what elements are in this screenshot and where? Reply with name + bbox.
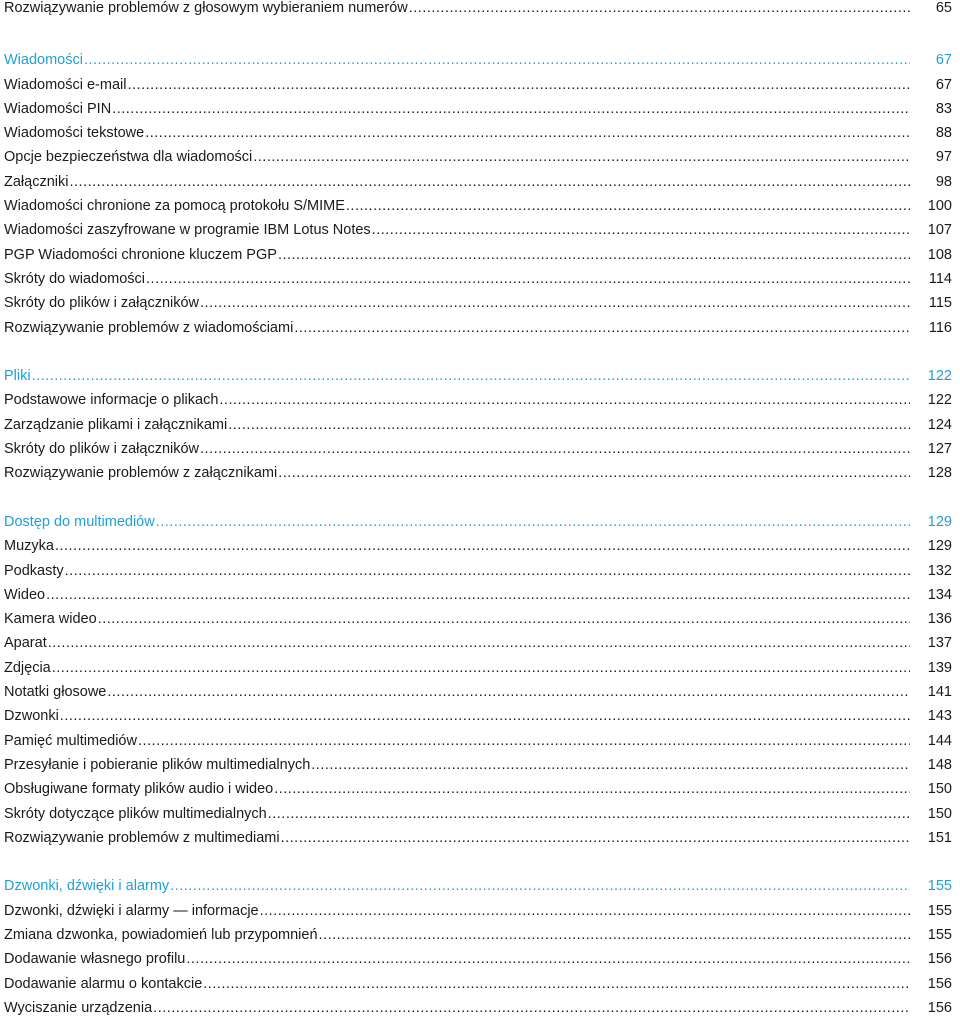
dot-leader	[48, 631, 910, 655]
toc-entry-title: Wiadomości tekstowe	[4, 125, 145, 142]
section-spacer	[4, 486, 952, 510]
toc-page-number: 139	[927, 659, 952, 676]
dot-leader	[156, 510, 910, 534]
toc-entry-title: Pamięć multimediów	[4, 732, 137, 749]
dot-leader	[145, 121, 910, 145]
toc-entry-title: Skróty dotyczące plików multimedialnych	[4, 805, 267, 822]
toc-page-number: 116	[928, 319, 952, 336]
dot-leader	[268, 802, 910, 826]
toc-entry[interactable]	[4, 753, 952, 777]
toc-entry[interactable]	[4, 923, 952, 947]
dot-leader	[311, 753, 910, 777]
toc-page-number: 88	[935, 125, 952, 142]
toc-entry-title: Rozwiązywanie problemów z głosowym wybieraniem numerów	[4, 0, 408, 16]
toc-page-number: 141	[927, 684, 952, 701]
toc-page-number: 100	[927, 198, 952, 215]
toc-page-number: 67	[935, 52, 952, 69]
dot-leader	[46, 583, 910, 607]
toc-entry-title: Rozwiązywanie problemów z załącznikami	[4, 465, 278, 482]
toc-page-number: 122	[927, 368, 952, 385]
dot-leader	[69, 170, 910, 194]
toc-entry[interactable]	[4, 704, 952, 728]
toc-page-number: 129	[927, 538, 952, 555]
toc-entry-title: Rozwiązywanie problemów z multimediami	[4, 829, 280, 846]
toc-entry-title: Pliki	[4, 368, 31, 385]
dot-leader	[203, 972, 910, 996]
toc-page-number: 115	[928, 295, 952, 312]
toc-entry-title: Aparat	[4, 635, 47, 652]
toc-entry[interactable]	[4, 461, 952, 485]
dot-leader	[260, 899, 910, 923]
toc-page-number: 98	[935, 173, 952, 190]
dot-leader	[278, 243, 910, 267]
toc-entry[interactable]	[4, 899, 952, 923]
toc-entry-title: Notatki głosowe	[4, 684, 107, 701]
dot-leader	[186, 947, 910, 971]
dot-leader	[346, 194, 910, 218]
toc-entry[interactable]	[4, 97, 952, 121]
toc-page-number: 144	[927, 732, 952, 749]
toc-entry-title: Skróty do wiadomości	[4, 270, 146, 287]
toc-entry-title: Zdjęcia	[4, 659, 51, 676]
toc-entry-title: Dzwonki, dźwięki i alarmy	[4, 878, 170, 895]
toc-page-number: 65	[935, 0, 952, 16]
toc-section-heading[interactable]	[4, 48, 952, 72]
dot-leader	[274, 777, 910, 801]
toc-page-number: 124	[927, 416, 952, 433]
toc-entry[interactable]	[4, 972, 952, 996]
toc-entry-title: Dzwonki	[4, 708, 59, 725]
dot-leader	[409, 0, 910, 16]
toc-entry-title: Wideo	[4, 586, 46, 603]
toc-entry[interactable]	[4, 194, 952, 218]
dot-leader	[278, 461, 910, 485]
dot-leader	[138, 729, 910, 753]
dot-leader	[170, 874, 910, 898]
dot-leader	[98, 607, 910, 631]
toc-entry-title: Muzyka	[4, 538, 54, 555]
toc-section-heading[interactable]	[4, 510, 952, 534]
toc-entry[interactable]	[4, 607, 952, 631]
dot-leader	[55, 534, 910, 558]
dot-leader	[84, 48, 910, 72]
toc-entry-title: Wiadomości chronione za pomocą protokołu S/MIME	[4, 198, 345, 215]
dot-leader	[146, 267, 910, 291]
toc-entry-title: Dodawanie własnego profilu	[4, 951, 186, 968]
toc-page-number: 97	[935, 149, 952, 166]
toc-entry-title: Opcje bezpieczeństwa dla wiadomości	[4, 149, 253, 166]
toc-entry[interactable]	[4, 291, 952, 315]
toc-entry-title: Zmiana dzwonka, powiadomień lub przypomnień	[4, 926, 318, 943]
toc-entry[interactable]	[4, 583, 952, 607]
toc-entry[interactable]	[4, 413, 952, 437]
dot-leader	[200, 437, 910, 461]
toc-page-number: 155	[927, 926, 952, 943]
dot-leader	[107, 680, 910, 704]
toc-entry[interactable]	[4, 947, 952, 971]
toc-entry-title: Kamera wideo	[4, 611, 97, 628]
dot-leader	[228, 413, 910, 437]
section-spacer	[4, 340, 952, 364]
toc-entry-title: Rozwiązywanie problemów z wiadomościami	[4, 319, 294, 336]
dot-leader	[281, 826, 910, 850]
toc-page-number: 155	[927, 878, 952, 895]
toc-entry-title: Skróty do plików i załączników	[4, 441, 200, 458]
toc-entry[interactable]	[4, 388, 952, 412]
dot-leader	[200, 291, 910, 315]
toc-entry[interactable]	[4, 243, 952, 267]
toc-entry[interactable]	[4, 826, 952, 850]
toc-entry-title: Wyciszanie urządzenia	[4, 999, 153, 1016]
toc-page-number: 129	[927, 513, 952, 530]
toc-page-number: 136	[927, 611, 952, 628]
toc-entry-title: Wiadomości	[4, 52, 83, 69]
toc-entry-title: Zarządzanie plikami i załącznikami	[4, 416, 228, 433]
toc-entry[interactable]	[4, 0, 952, 16]
toc-entry[interactable]	[4, 145, 952, 169]
toc-entry-title: Dostęp do multimediów	[4, 513, 155, 530]
toc-entry-title: Podkasty	[4, 562, 64, 579]
toc-page-number: 156	[927, 951, 952, 968]
dot-leader	[219, 388, 910, 412]
toc-entry-title: Załączniki	[4, 173, 69, 190]
toc-entry[interactable]	[4, 802, 952, 826]
toc-entry[interactable]	[4, 631, 952, 655]
toc-entry[interactable]	[4, 777, 952, 801]
toc-section-heading[interactable]	[4, 874, 952, 898]
toc-entry[interactable]	[4, 680, 952, 704]
toc-entry-title: Wiadomości PIN	[4, 100, 112, 117]
toc-entry[interactable]	[4, 73, 952, 97]
toc-entry-title: Wiadomości e-mail	[4, 76, 127, 93]
section-spacer	[4, 24, 952, 48]
toc-page-number: 134	[927, 586, 952, 603]
dot-leader	[253, 145, 910, 169]
toc-entry[interactable]	[4, 559, 952, 583]
toc-entry[interactable]	[4, 121, 952, 145]
toc-page-number: 132	[927, 562, 952, 579]
toc-page-number: 108	[927, 246, 952, 263]
toc-entry[interactable]	[4, 534, 952, 558]
toc-entry-title: Skróty do plików i załączników	[4, 295, 200, 312]
toc-page-number: 107	[927, 222, 952, 239]
table-of-contents	[4, 0, 952, 1020]
toc-entry[interactable]	[4, 170, 952, 194]
toc-entry[interactable]	[4, 316, 952, 340]
toc-page-number: 143	[927, 708, 952, 725]
dot-leader	[127, 73, 910, 97]
toc-page-number: 156	[927, 975, 952, 992]
toc-page-number: 67	[935, 76, 952, 93]
toc-entry[interactable]	[4, 729, 952, 753]
dot-leader	[32, 364, 910, 388]
dot-leader	[294, 316, 910, 340]
toc-entry[interactable]	[4, 218, 952, 242]
toc-entry[interactable]	[4, 996, 952, 1020]
toc-entry-title: PGP Wiadomości chronione kluczem PGP	[4, 246, 277, 263]
toc-entry[interactable]	[4, 656, 952, 680]
toc-entry-title: Przesyłanie i pobieranie plików multimedialnych	[4, 756, 311, 773]
dot-leader	[153, 996, 910, 1020]
dot-leader	[112, 97, 910, 121]
toc-page-number: 83	[935, 100, 952, 117]
toc-page-number: 150	[927, 805, 952, 822]
toc-entry-title: Podstawowe informacje o plikach	[4, 392, 219, 409]
dot-leader	[319, 923, 910, 947]
toc-entry-title: Dodawanie alarmu o kontakcie	[4, 975, 203, 992]
toc-page-number: 122	[927, 392, 952, 409]
section-spacer	[4, 850, 952, 874]
toc-page-number: 155	[927, 902, 952, 919]
toc-entry[interactable]	[4, 437, 952, 461]
dot-leader	[60, 704, 910, 728]
dot-leader	[372, 218, 910, 242]
toc-page-number: 150	[927, 781, 952, 798]
toc-page-number: 114	[928, 270, 952, 287]
dot-leader	[65, 559, 910, 583]
toc-entry-title: Wiadomości zaszyfrowane w programie IBM Lotus Notes	[4, 222, 371, 239]
toc-entry[interactable]	[4, 267, 952, 291]
toc-page-number: 156	[927, 999, 952, 1016]
toc-page-number: 128	[927, 465, 952, 482]
toc-page-number: 151	[927, 829, 952, 846]
toc-page-number: 148	[927, 756, 952, 773]
toc-section-heading[interactable]	[4, 364, 952, 388]
dot-leader	[52, 656, 910, 680]
toc-entry-title: Dzwonki, dźwięki i alarmy — informacje	[4, 902, 259, 919]
toc-entry-title: Obsługiwane formaty plików audio i wideo	[4, 781, 274, 798]
toc-page-number: 127	[927, 441, 952, 458]
toc-page-number: 137	[927, 635, 952, 652]
